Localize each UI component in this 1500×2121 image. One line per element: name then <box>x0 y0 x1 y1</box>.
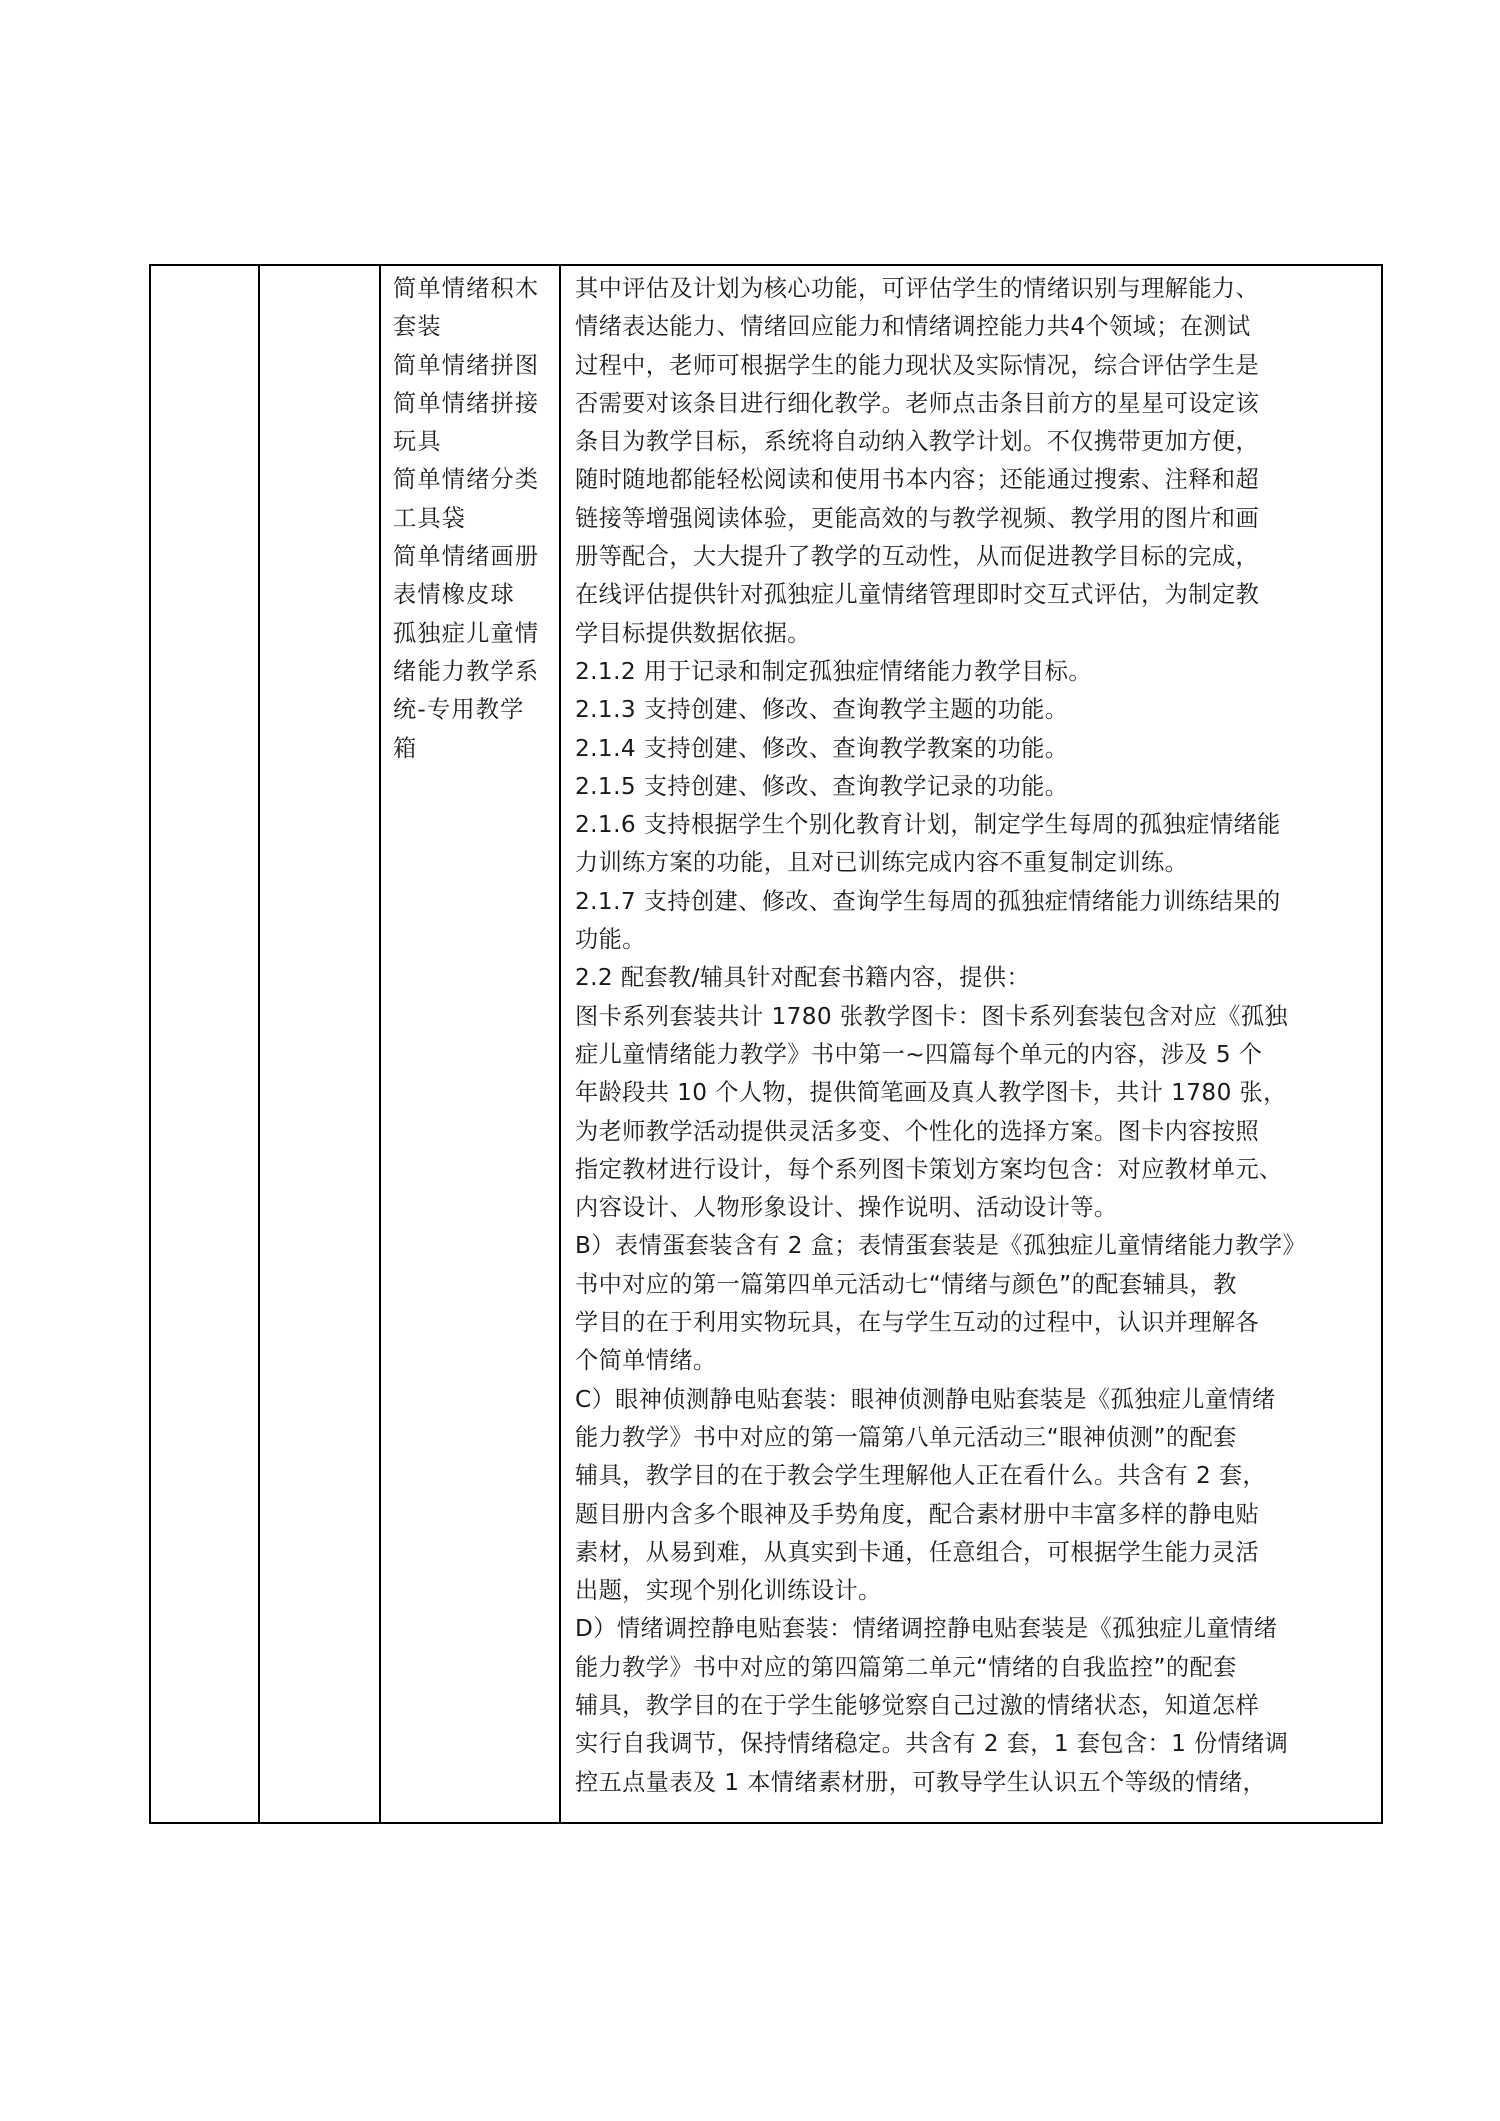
description-line: 其中评估及计划为核心功能，可评估学生的情绪识别与理解能力、 <box>575 275 1260 302</box>
description-line: B）表情蛋套装含有 2 盒；表情蛋套装是《孤独症儿童情绪能力教学》 <box>575 1232 1307 1260</box>
description-line: 辅具，教学目的在于学生能够觉察自己过激的情绪状态，知道怎样 <box>575 1691 1260 1719</box>
description-line: 内容设计、人物形象设计、操作说明、活动设计等。 <box>575 1194 1118 1222</box>
description-line: 能力教学》书中对应的第四篇第二单元“情绪的自我监控”的配套 <box>575 1653 1237 1681</box>
description-line: 出题，实现个别化训练设计。 <box>575 1577 882 1605</box>
item-line: 套装 <box>393 313 442 341</box>
item-line: 简单情绪积木 <box>393 275 540 302</box>
description-line: 图卡系列套装共计 1780 张教学图卡：图卡系列套装包含对应《孤独 <box>575 1002 1289 1030</box>
description-line: 题目册内含多个眼神及手势角度，配合素材册中丰富多样的静电贴 <box>575 1500 1260 1528</box>
items-cell <box>381 266 559 1822</box>
description-line: 册等配合，大大提升了教学的互动性，从而促进教学目标的完成， <box>575 543 1260 571</box>
item-line: 简单情绪拼接 <box>393 389 540 417</box>
description-line: 力训练方案的功能，且对已训练完成内容不重复制定训练。 <box>575 849 1189 877</box>
description-line: 辅具，教学目的在于教会学生理解他人正在看什么。共含有 2 套， <box>575 1462 1267 1490</box>
item-line: 玩具 <box>393 428 442 456</box>
item-line: 孤独症儿童情 <box>393 619 540 647</box>
description-line: 2.1.7 支持创建、修改、查询学生每周的孤独症情绪能力训练结果的 <box>575 887 1281 915</box>
description-line: 在线评估提供针对孤独症儿童情绪管理即时交互式评估，为制定教 <box>575 581 1260 609</box>
description-line: 2.2 配套教/辅具针对配套书籍内容，提供： <box>575 964 1031 992</box>
item-line: 工具袋 <box>393 504 467 532</box>
description-line: 2.1.5 支持创建、修改、查询教学记录的功能。 <box>575 772 1069 800</box>
item-line: 绪能力教学系 <box>393 657 540 685</box>
description-line: 指定教材进行设计，每个系列图卡策划方案均包含：对应教材单元、 <box>575 1155 1283 1183</box>
description-line: 个简单情绪。 <box>575 1347 717 1375</box>
description-line: 书中对应的第一篇第四单元活动七“情绪与颜色”的配套辅具，教 <box>575 1270 1237 1298</box>
description-line: 链接等增强阅读体验，更能高效的与教学视频、教学用的图片和画 <box>575 504 1260 532</box>
description-line: 2.1.4 支持创建、修改、查询教学教案的功能。 <box>575 734 1069 762</box>
specification-table <box>149 264 1383 1824</box>
item-line: 统-专用教学 <box>393 696 525 724</box>
item-line: 简单情绪画册 <box>393 543 540 571</box>
description-line: 症儿童情绪能力教学》书中第一~四篇每个单元的内容，涉及 5 个 <box>575 1040 1263 1068</box>
description-line: 随时随地都能轻松阅读和使用书本内容；还能通过搜索、注释和超 <box>575 466 1260 494</box>
description-line: 情绪表达能力、情绪回应能力和情绪调控能力共4个领域；在测试 <box>575 313 1251 341</box>
description-line: 2.1.2 用于记录和制定孤独症情绪能力教学目标。 <box>575 657 1092 685</box>
item-line: 箱 <box>393 734 418 762</box>
description-line: 功能。 <box>575 926 646 954</box>
description-line: D）情绪调控静电贴套装：情绪调控静电贴套装是《孤独症儿童情绪 <box>575 1615 1278 1643</box>
description-line: 为老师教学活动提供灵活多变、个性化的选择方案。图卡内容按照 <box>575 1117 1260 1145</box>
description-line: 否需要对该条目进行细化教学。老师点击条目前方的星星可设定该 <box>575 389 1260 417</box>
description-line: C）眼神侦测静电贴套装：眼神侦测静电贴套装是《孤独症儿童情绪 <box>575 1385 1276 1413</box>
description-line: 条目为教学目标，系统将自动纳入教学计划。不仅携带更加方便， <box>575 428 1260 456</box>
description-line: 过程中，老师可根据学生的能力现状及实际情况，综合评估学生是 <box>575 351 1260 379</box>
description-line: 年龄段共 10 个人物，提供简笔画及真人教学图卡，共计 1780 张， <box>575 1079 1287 1107</box>
item-line: 简单情绪拼图 <box>393 351 540 379</box>
description-cell <box>561 266 1383 1822</box>
description-line: 学目的在于利用实物玩具，在与学生互动的过程中，认识并理解各 <box>575 1309 1260 1337</box>
description-line: 学目标提供数据依据。 <box>575 619 811 647</box>
item-line: 表情橡皮球 <box>393 581 515 609</box>
description-line: 实行自我调节，保持情绪稳定。共含有 2 套，1 套包含：1 份情绪调 <box>575 1730 1289 1758</box>
description-line: 2.1.6 支持根据学生个别化教育计划，制定学生每周的孤独症情绪能 <box>575 811 1281 839</box>
description-line: 控五点量表及 1 本情绪素材册，可教导学生认识五个等级的情绪， <box>575 1768 1267 1796</box>
description-line: 2.1.3 支持创建、修改、查询教学主题的功能。 <box>575 696 1069 724</box>
description-line: 素材，从易到难，从真实到卡通，任意组合，可根据学生能力灵活 <box>575 1538 1260 1566</box>
description-line: 能力教学》书中对应的第一篇第八单元活动三“眼神侦测”的配套 <box>575 1423 1237 1451</box>
empty-cell-name <box>260 266 379 1822</box>
item-line: 简单情绪分类 <box>393 466 540 494</box>
empty-cell-index <box>151 266 258 1822</box>
